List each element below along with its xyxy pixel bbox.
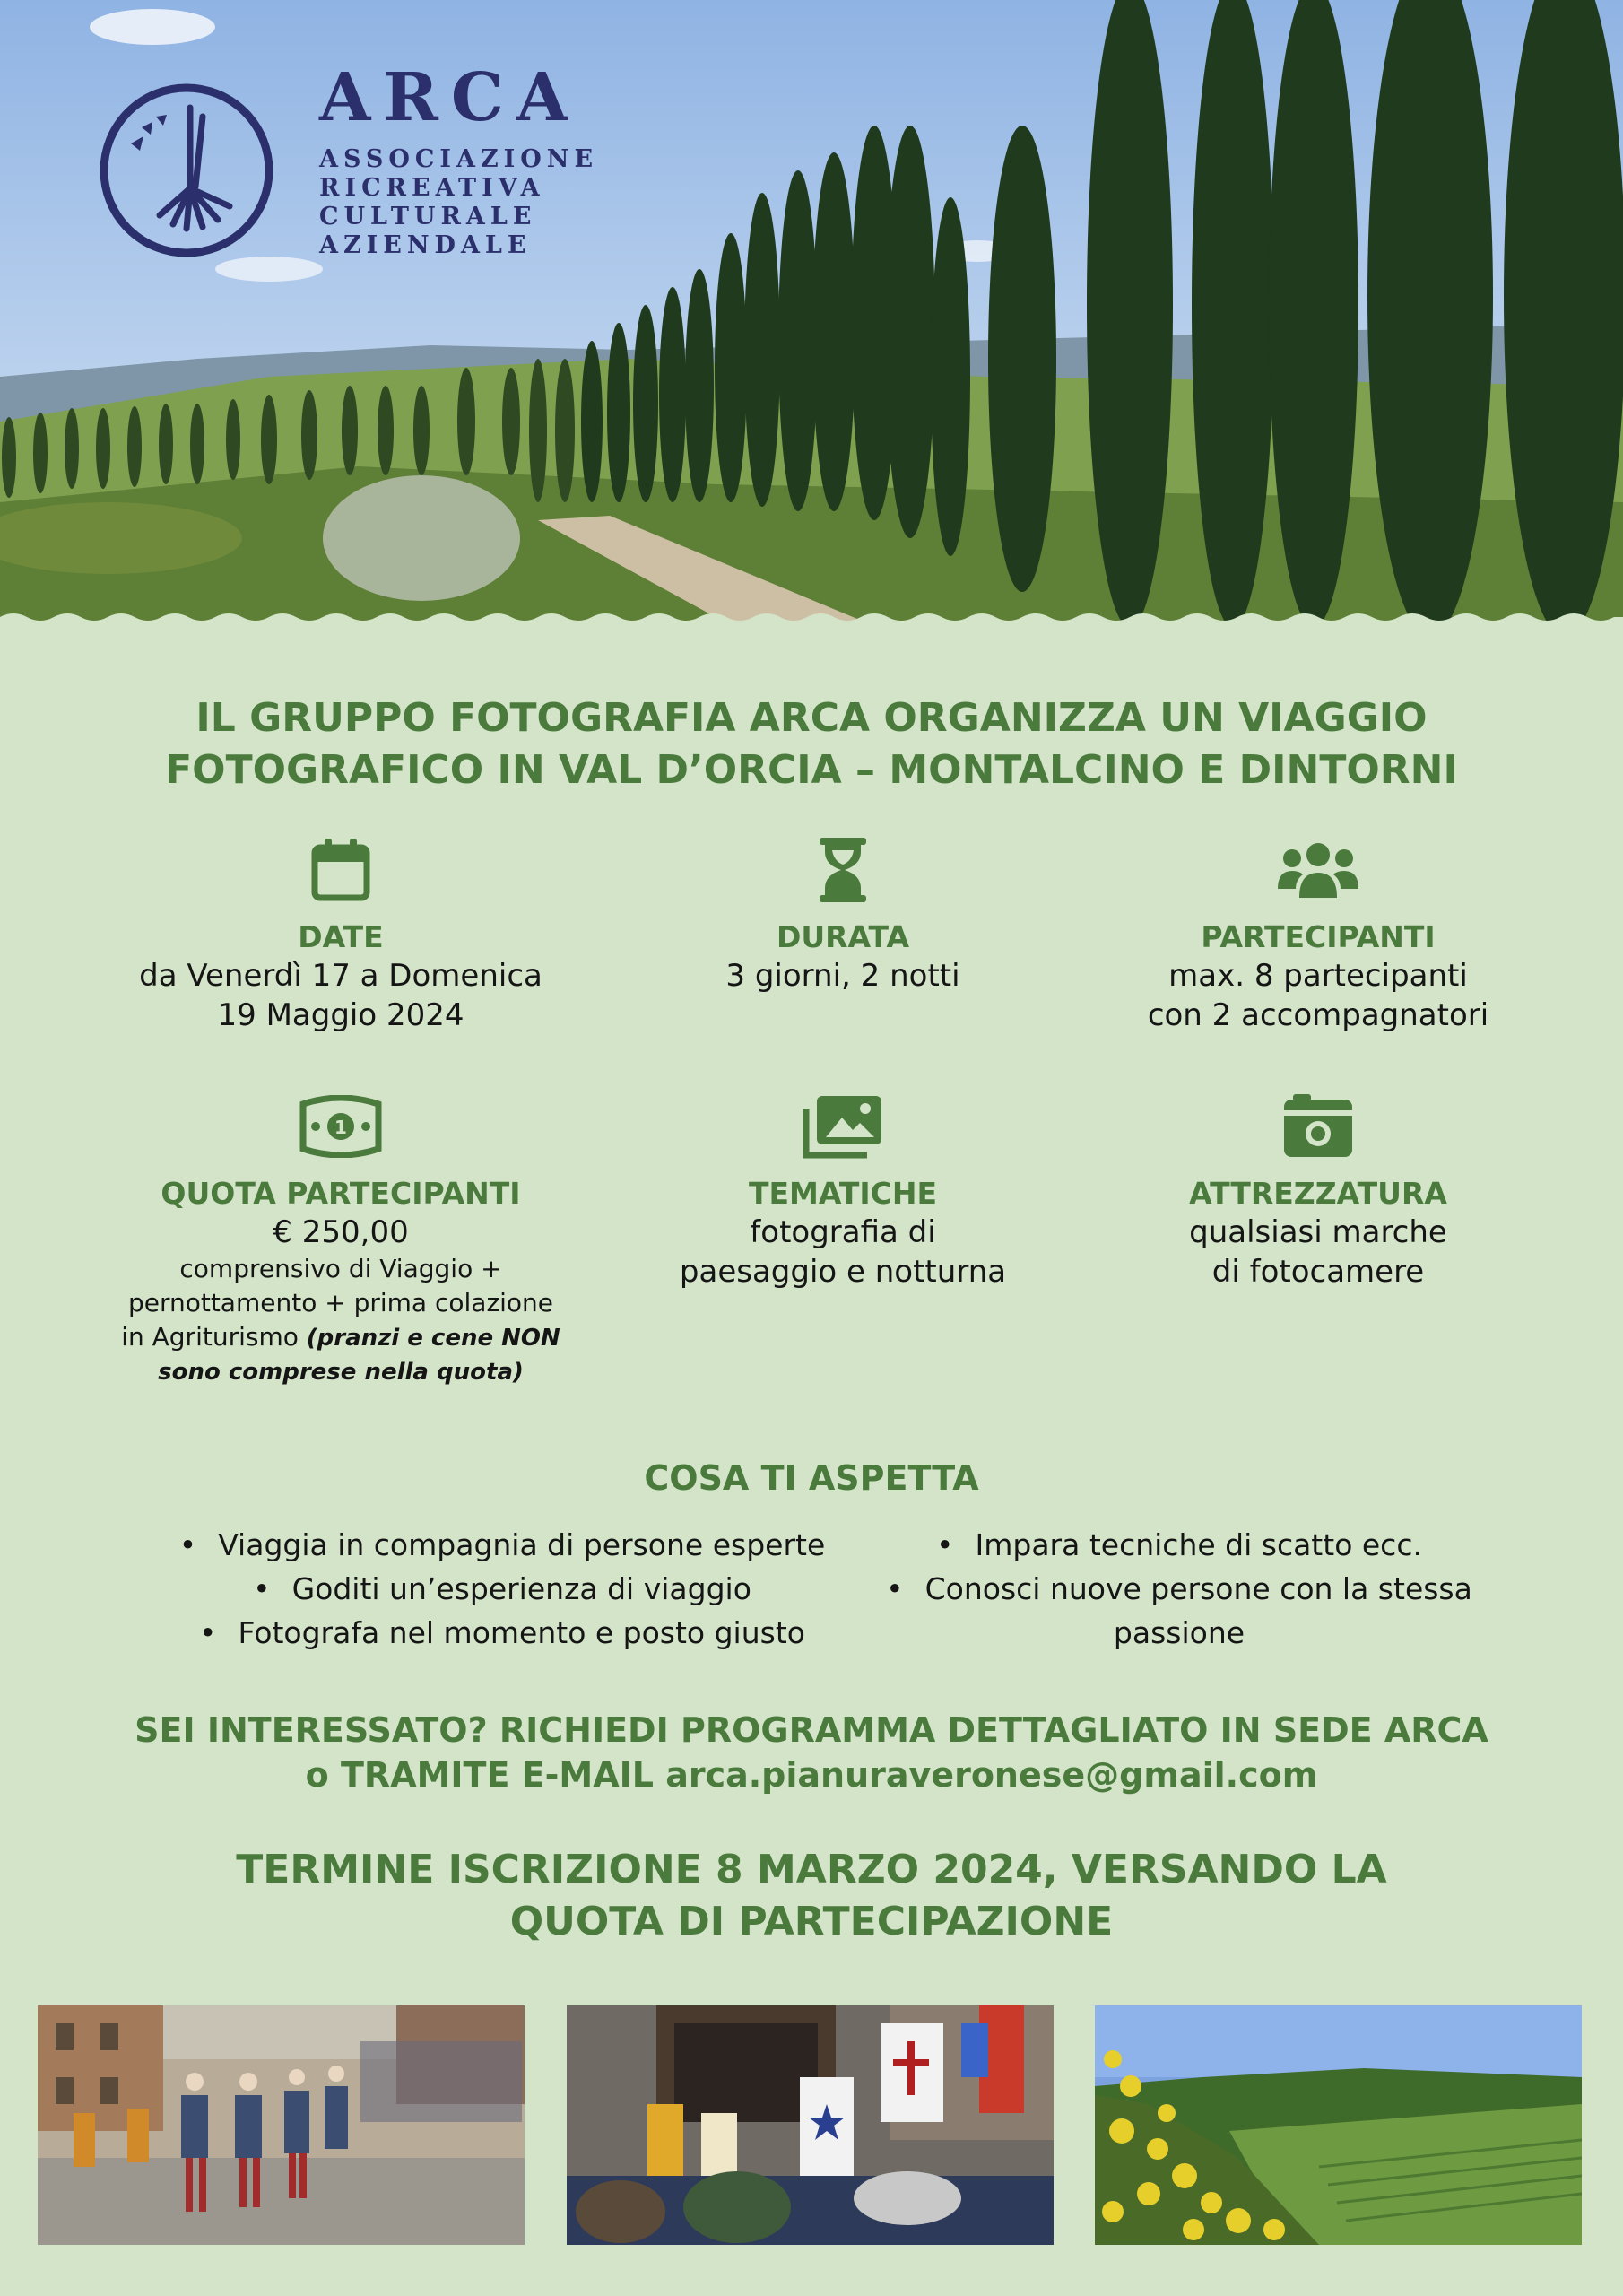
cosa-title: COSA TI ASPETTA	[644, 1458, 979, 1498]
title-line: FOTOGRAFICO IN VAL D’ORCIA – MONTALCINO E DINTORNI	[165, 747, 1458, 793]
photo-parade	[38, 2005, 525, 2245]
durata-value: 3 giorni, 2 notti	[725, 958, 960, 994]
partecipanti-label: PARTECIPANTI	[1201, 919, 1436, 954]
calendar-icon	[311, 839, 370, 901]
photo-procession	[567, 2005, 1054, 2245]
title-line: IL GRUPPO FOTOGRAFIA ARCA ORGANIZZA UN VIAGGIO	[195, 695, 1428, 741]
quota-detail: pernottamento + prima colazione	[127, 1288, 554, 1318]
quota-detail-row	[90, 1320, 592, 1355]
tematiche-value: paesaggio e notturna	[679, 1254, 1007, 1290]
info-tematiche	[592, 1091, 1094, 1292]
info-quota	[90, 1091, 592, 1389]
cta-text	[54, 1708, 1569, 1797]
quota-label: QUOTA PARTECIPANTI	[161, 1176, 521, 1211]
partecipanti-value: max. 8 partecipanti	[1168, 958, 1468, 994]
cta-line: SEI INTERESSATO? RICHIEDI PROGRAMMA DETTAGLIATO IN SEDE ARCA	[135, 1710, 1488, 1750]
list-item: • Goditi un’esperienza di viaggio	[152, 1567, 852, 1611]
deadline-line: QUOTA DI PARTECIPAZIONE	[509, 1899, 1114, 1944]
money-icon	[299, 1095, 382, 1158]
attrezzatura-value: di fotocamere	[1211, 1254, 1425, 1290]
deadline-line: TERMINE ISCRIZIONE 8 MARZO 2024, VERSANDO LA	[236, 1847, 1387, 1892]
date-label: DATE	[298, 919, 384, 954]
list-item-continuation: passione	[1113, 1615, 1245, 1650]
arca-logo-icon	[97, 81, 276, 260]
photo-landscape	[1095, 2005, 1582, 2245]
cosa-list-left	[152, 1523, 852, 1655]
list-item: • Conosci nuove persone con la stessa	[852, 1567, 1506, 1611]
quota-detail: in Agriturismo	[121, 1322, 299, 1352]
brand-subtitle-line: CULTURALE	[319, 203, 537, 230]
tematiche-label: TEMATICHE	[748, 1176, 938, 1211]
partecipanti-value: con 2 accompagnatori	[1147, 997, 1489, 1033]
info-attrezzatura	[1067, 1091, 1569, 1292]
brand-subtitle-line: AZIENDALE	[319, 231, 532, 259]
deadline-text	[54, 1844, 1569, 1948]
durata-label: DURATA	[776, 919, 910, 954]
arca-brand	[319, 59, 599, 260]
quota-price: € 250,00	[273, 1214, 409, 1250]
cta-line: o TRAMITE E-MAIL arca.pianuraveronese@gmail.com	[305, 1755, 1318, 1795]
info-durata	[592, 834, 1094, 996]
date-value: 19 Maggio 2024	[217, 997, 464, 1033]
hero-photo-cypress-road	[0, 0, 1623, 628]
list-item: • Fotografa nel momento e posto giusto	[152, 1611, 852, 1655]
people-icon	[1278, 839, 1358, 901]
hourglass-icon	[818, 838, 868, 902]
brand-subtitle-line: RICREATIVA	[319, 174, 545, 202]
page-title	[54, 692, 1569, 796]
list-item: • Viaggia in compagnia di persone esperte	[152, 1523, 852, 1567]
info-partecipanti	[1067, 834, 1569, 1035]
brand-name: ARCA	[319, 59, 581, 136]
images-icon	[803, 1094, 883, 1159]
camera-icon	[1282, 1094, 1354, 1159]
date-value: da Venerdì 17 a Domenica	[139, 958, 542, 994]
svg-text:1: 1	[334, 1117, 347, 1138]
brand-subtitle-line: ASSOCIAZIONE	[319, 145, 599, 173]
info-date	[90, 834, 592, 1035]
cosa-list-right	[852, 1523, 1506, 1655]
quota-detail: comprensivo di Viaggio +	[179, 1254, 502, 1283]
quota-note: (pranzi e cene NON	[306, 1325, 560, 1352]
list-item: • Impara tecniche di scatto ecc.	[852, 1523, 1506, 1567]
attrezzatura-value: qualsiasi marche	[1189, 1214, 1447, 1250]
quota-note: sono comprese nella quota)	[158, 1359, 524, 1386]
attrezzatura-label: ATTREZZATURA	[1189, 1176, 1447, 1211]
tematiche-value: fotografia di	[750, 1214, 936, 1250]
